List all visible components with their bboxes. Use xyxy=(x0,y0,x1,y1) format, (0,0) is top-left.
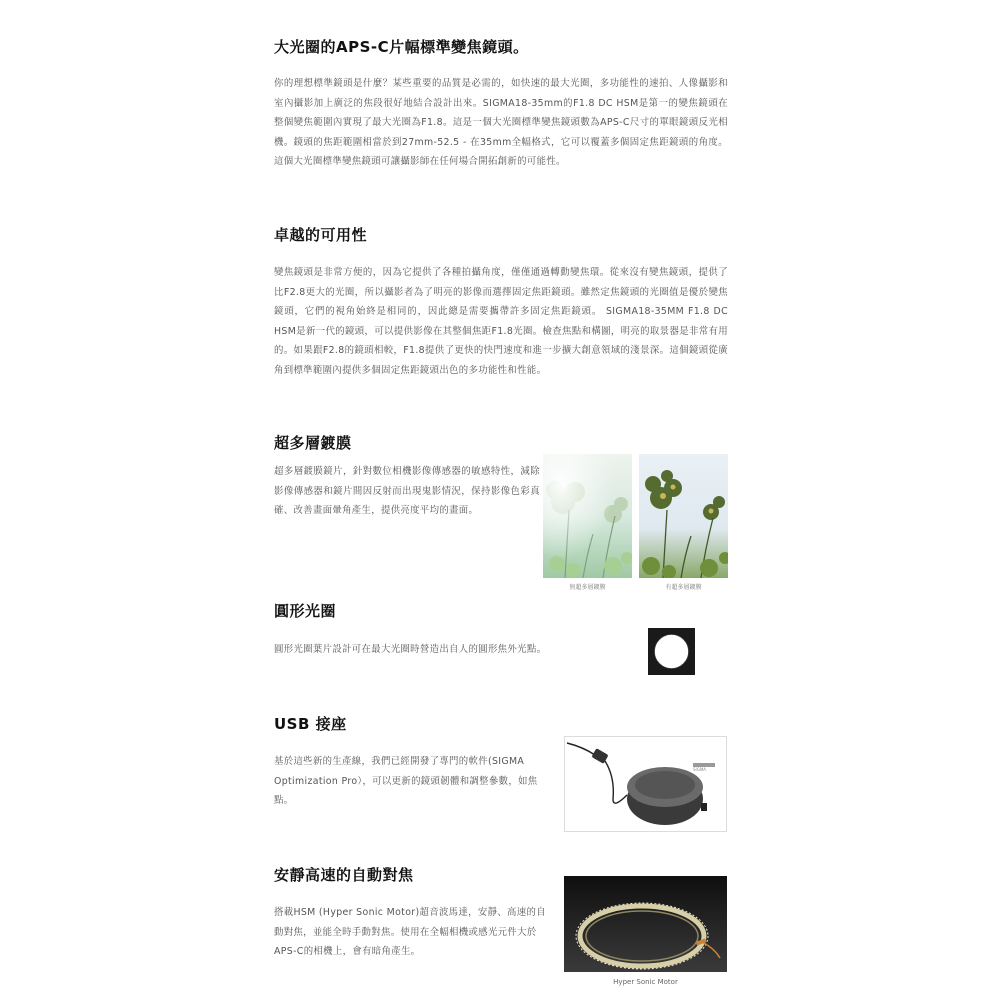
hyper-sonic-motor-image xyxy=(564,876,727,972)
usb-title: USB 接座 xyxy=(274,715,347,733)
intro-title: 大光圈的APS-C片幅標準變焦鏡頭。 xyxy=(274,38,529,56)
aperture-paragraph: 圓形光圈葉片設計可在最大光圈時營造出自人的圓形焦外光點。 xyxy=(274,644,547,655)
caption-without-coating: 無超多層鍍膜 xyxy=(569,584,606,591)
af-paragraph: 搭載HSM (Hyper Sonic Motor)超音波馬達，安靜、高速的自動對焦，並能全時手動對焦。使用在全幅相機或感光元件大於APS-C的相機上，會有暗角產生。 xyxy=(274,907,546,957)
caption-with-coating: 有超多層鍍膜 xyxy=(665,584,702,591)
coating-paragraph: 超多層鍍膜鏡片，針對數位相機影像傳感器的敏感特性，減除影像傳感器和鏡片間因反射而出現鬼影情況，保持影像色彩真確、改善畫面暈角產生，提供亮度平均的畫面。 xyxy=(274,466,540,516)
usability-title: 卓越的可用性 xyxy=(274,226,368,244)
af-title: 安靜高速的自動對焦 xyxy=(274,866,414,884)
usb-paragraph: 基於這些新的生產線，我們已經開發了專門的軟件(SIGMA Optimization Pro），可以更新的鏡頭韌體和調整參數，如焦點。 xyxy=(274,756,538,806)
usability-paragraph: 變焦鏡頭是非常方便的，因為它提供了各種拍攝角度，僅僅通過轉動變焦環。從來沒有變焦鏡頭，提供了比F2.8更大的光圈，所以攝影者為了明亮的影像而選擇固定焦距鏡頭。雖然定焦鏡頭的光圈值是優於變焦鏡頭，它們的視角始終是相同的，因此總是需要攜帶許多固定焦距鏡頭。 SIGMA18-35MM F1.8 DC HSM是新一代的鏡頭，可以提供影像在其整個焦距F1.8光圈。檢查焦點和構圖，明亮的取景器是非常有用的。如果跟F2.8的鏡頭相較，F1.8提供了更快的快門速度和進一步擴大創意領域的淺景深。這個鏡頭從廣角到標準範圍內提供多個固定焦距鏡頭出色的多功能性和性能。 xyxy=(274,267,728,376)
flower-photo-without-coating xyxy=(543,454,632,578)
aperture-title: 圓形光圈 xyxy=(274,602,337,620)
hsm-caption: Hyper Sonic Motor xyxy=(613,978,678,986)
usb-dock-image xyxy=(564,736,727,832)
intro-paragraph: 你的理想標準鏡頭是什麼？某些重要的品質是必需的，如快速的最大光圈，多功能性的速拍、人像攝影和室內攝影加上廣泛的焦段很好地結合設計出來。SIGMA18-35mm的F1.8 DC HSM是第一的變焦鏡頭在整個變焦範圍內實現了最大光圈為F1.8。這是一個大光圈標準變焦鏡頭數為APS-C尺寸的單眼鏡頭反光相機。鏡頭的焦距範圍相當於到27mm-52.5 - 在35mm全幅格式，它可以覆蓋多個固定焦距鏡頭的角度。這個大光圈標準變焦鏡頭可讓攝影師在任何場合開拓創新的可能性。 xyxy=(274,78,728,167)
flower-photo-with-coating xyxy=(639,454,728,578)
circular-aperture-image xyxy=(648,628,695,675)
coating-title: 超多層鍍膜 xyxy=(274,434,352,452)
svg-text:SIGMA: SIGMA xyxy=(693,767,707,772)
